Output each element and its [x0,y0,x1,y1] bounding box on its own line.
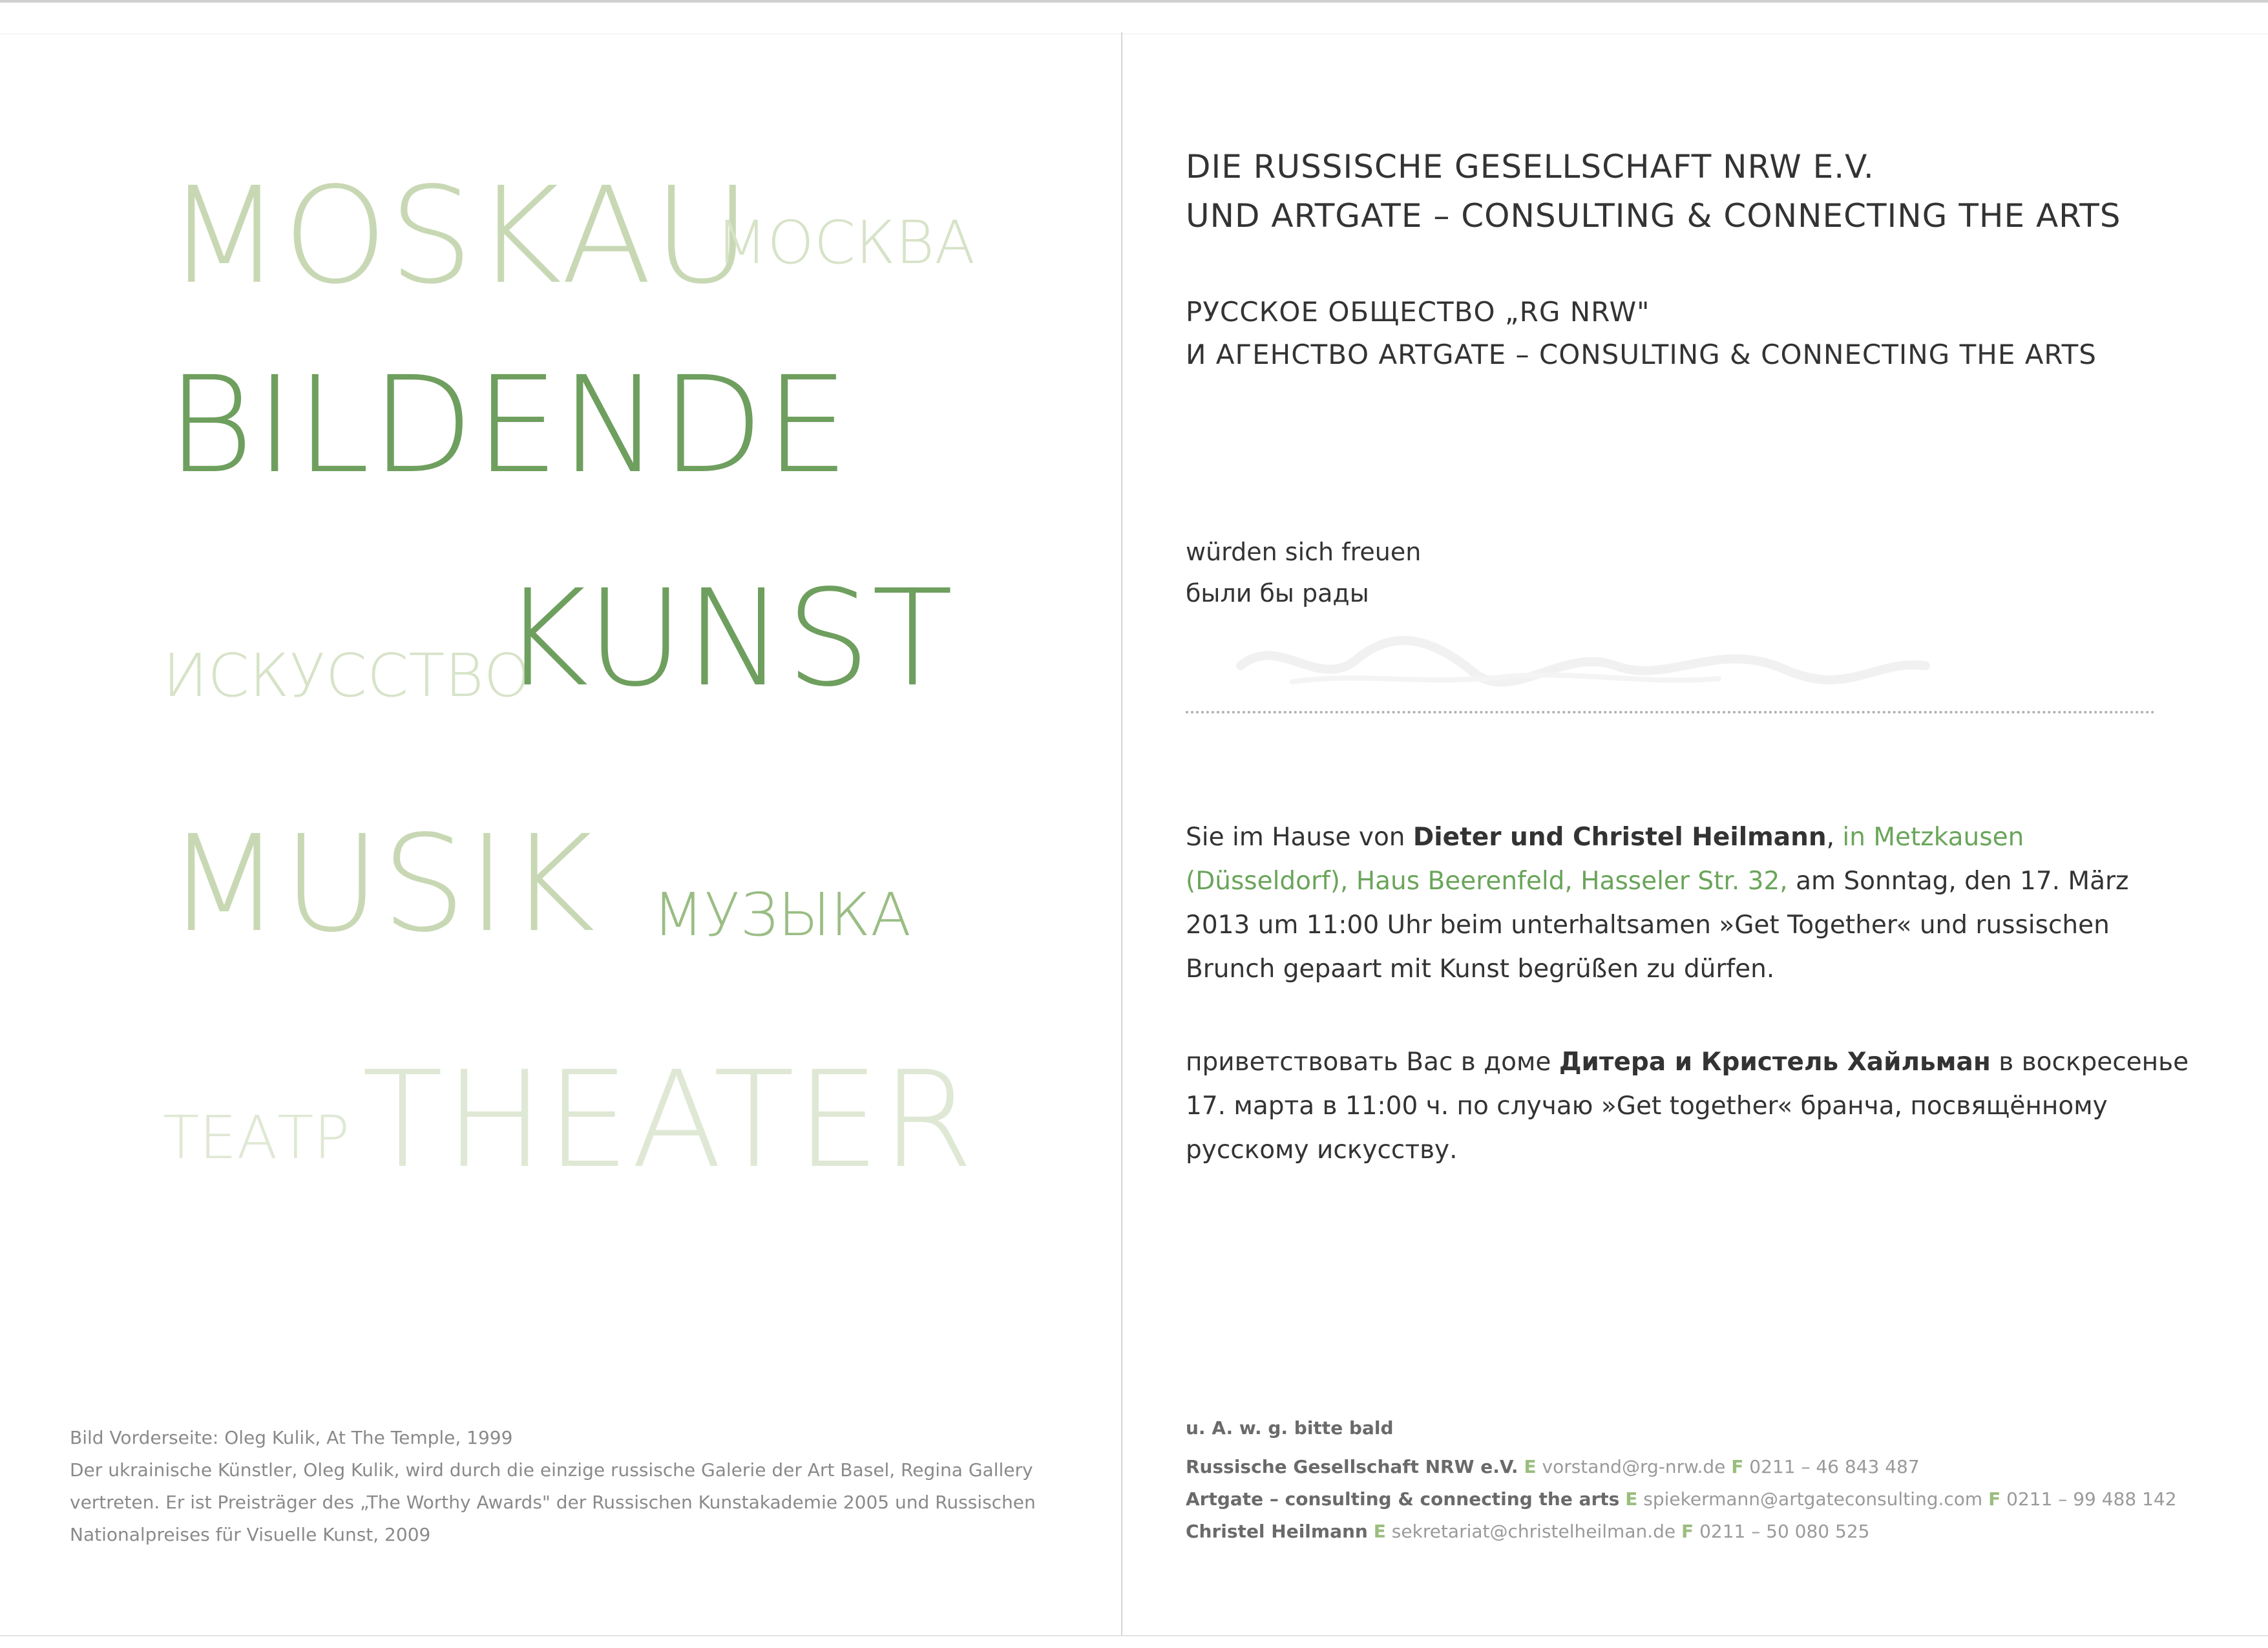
contact-name: Christel Heilmann [1186,1521,1368,1542]
bottom-edge [0,1635,2268,1636]
contact-email[interactable]: spiekermann@artgateconsulting.com [1643,1488,1983,1510]
contact-name: Artgate – consulting & connecting the arts [1186,1488,1620,1510]
organizer-line: И АГЕНСТВО ARTGATE – CONSULTING & CONNECTING THE ARTS [1186,339,2097,370]
contact-row [1186,1516,2177,1548]
word-moskva: МОСКВА [716,208,976,277]
invite-text: , [1826,823,1843,852]
invite-text: Sie im Hause von [1186,823,1413,852]
invite-text-ru [1186,1041,2189,1172]
caption-line: vertreten. Er ist Preisträger des „The Worthy Awards" der Russischen Kunstakademie 2005 und Russischen [70,1492,1036,1513]
host-names: Dieter und Christel Heilmann [1412,823,1827,852]
word-moskau: MOSKAU [167,158,752,313]
invite-line: 2013 um 11:00 Uhr beim unterhaltsamen »Get Together« und russischen [1186,911,2110,940]
fax-label: F [1731,1456,1744,1477]
word-iskusstvo: ИСКУССТВО [163,641,531,710]
word-musik: MUSIK [167,807,597,962]
fax-label: F [1988,1488,2001,1510]
invite-line: 17. марта в 11:00 ч. по случаю »Get together« бранча, посвящённому [1186,1092,2108,1121]
email-label: E [1524,1456,1537,1477]
caption-line: Der ukrainische Künstler, Oleg Kulik, wird durch die einzige russische Galerie der Art Basel, Regina Gallery [70,1459,1033,1481]
invite-lead-de: würden sich freuen [1186,538,1422,566]
host-names-ru: Дитера и Кристель Хайльман [1559,1048,1991,1077]
contact-email[interactable]: sekretariat@christelheilman.de [1391,1521,1676,1542]
contact-email[interactable]: vorstand@rg-nrw.de [1542,1456,1726,1477]
word-bildende: BILDENDE [167,348,851,503]
contact-fax: 0211 – 50 080 525 [1699,1521,1870,1542]
organizer-line: РУССКОЕ ОБЩЕСТВО „RG NRW" [1186,296,1650,328]
organizers-ru [1186,291,2097,376]
contact-fax: 0211 – 99 488 142 [2006,1488,2177,1510]
top-edge [0,0,2268,3]
venue-address: (Düsseldorf), Haus Beerenfeld, Hasseler Str. 32, [1186,867,1788,896]
rsvp-note [1186,1412,2177,1444]
caption-line: Bild Vorderseite: Oleg Kulik, At The Temple, 1999 [70,1427,513,1448]
word-theater: THEATER [362,1042,975,1198]
contact-fax: 0211 – 46 843 487 [1749,1456,1920,1477]
organizer-line: UND ARTGATE – CONSULTING & CONNECTING THE ARTS [1186,197,2121,235]
organizers-de [1186,142,2121,240]
contacts-block [1186,1412,2177,1548]
word-muzyka: МУЗЫКА [653,880,912,949]
card-fold-line [1121,32,1122,1635]
invite-line [1186,816,2129,860]
invite-lead [1186,531,1421,614]
invite-text-de [1186,816,2129,991]
invite-line: Brunch gepaart mit Kunst begrüßen zu dürfen. [1186,955,1775,984]
rsvp-text: u. A. w. g. bitte bald [1186,1417,1394,1439]
word-kunst: KUNST [501,561,955,716]
caption-line: Nationalpreises für Visuelle Kunst, 2009 [70,1524,431,1545]
invite-line [1186,860,2129,903]
email-label: E [1625,1488,1638,1510]
guest-name-dotted-line [1186,711,2155,713]
invite-line [1186,1041,2189,1084]
invite-text: приветствовать Вас в доме [1186,1048,1559,1077]
invite-line: русскому искусству. [1186,1136,1458,1165]
word-teatr: ТЕАТР [163,1103,350,1172]
email-label: E [1373,1521,1386,1542]
image-caption [70,1422,1036,1551]
contact-name: Russische Gesellschaft NRW e.V. [1186,1456,1518,1477]
venue-location: in Metzkausen [1842,823,2024,852]
invite-text: в воскресенье [1990,1048,2189,1077]
contact-row [1186,1483,2177,1516]
organizer-line: DIE RUSSISCHE GESELLSCHAFT NRW E.V. [1186,148,1874,185]
invite-date: am Sonntag, den 17. März [1787,867,2129,896]
handwritten-guest-name [1228,620,1938,711]
invite-lead-ru: были бы рады [1186,579,1369,607]
fax-label: F [1681,1521,1694,1542]
contact-row [1186,1451,2177,1483]
